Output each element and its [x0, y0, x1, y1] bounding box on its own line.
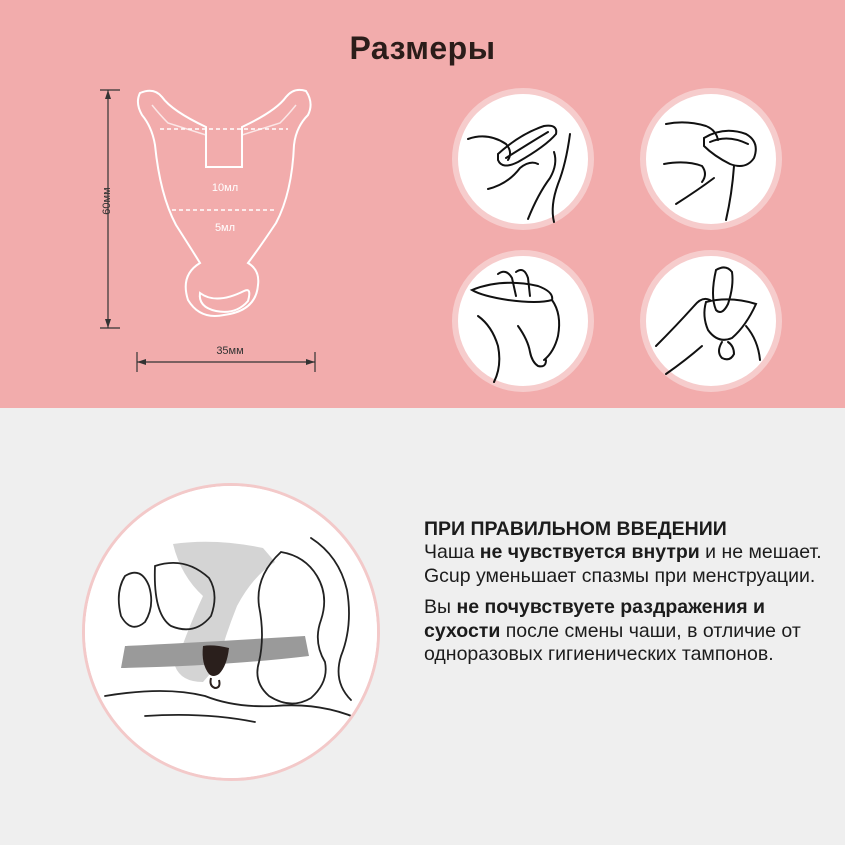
width-label: 35мм	[216, 345, 244, 357]
paragraph-2	[424, 596, 824, 666]
volume-lower-label: 5мл	[214, 222, 236, 234]
step-1-circle	[452, 88, 594, 230]
p2-part-c: после смены чаши, в отличие от одноразовых гигиенических тампонов.	[424, 619, 801, 665]
insert-cup-hand-icon	[458, 256, 588, 386]
top-section	[0, 0, 845, 408]
unfold-cup-hand-icon	[646, 256, 776, 386]
p1-part-a: Чаша	[424, 541, 480, 564]
anatomy-circle	[82, 483, 380, 781]
anatomy-cross-section-icon	[85, 486, 377, 778]
step-4-circle	[640, 250, 782, 392]
height-label: 60мм	[101, 187, 113, 215]
p2-part-b: не почувствуете раздражения и сухости	[424, 596, 766, 642]
volume-upper-label: 10мл	[211, 182, 239, 194]
paragraph-1	[424, 518, 824, 588]
step-3-circle	[452, 250, 594, 392]
info-heading: ПРИ ПРАВИЛЬНОМ ВВЕДЕНИИ	[424, 518, 727, 540]
page-title: Размеры	[349, 30, 496, 66]
info-text-block	[424, 518, 824, 666]
p1-part-c: и не мешает. Gcup уменьшает спазмы при менструации.	[424, 541, 822, 587]
fold-cup-hands-icon	[458, 94, 588, 224]
folded-cup-hand-icon	[646, 94, 776, 224]
step-2-circle	[640, 88, 782, 230]
cup-size-diagram	[80, 75, 340, 385]
p2-part-a: Вы	[424, 596, 457, 619]
p1-part-b: не чувствуется внутри	[479, 541, 700, 564]
